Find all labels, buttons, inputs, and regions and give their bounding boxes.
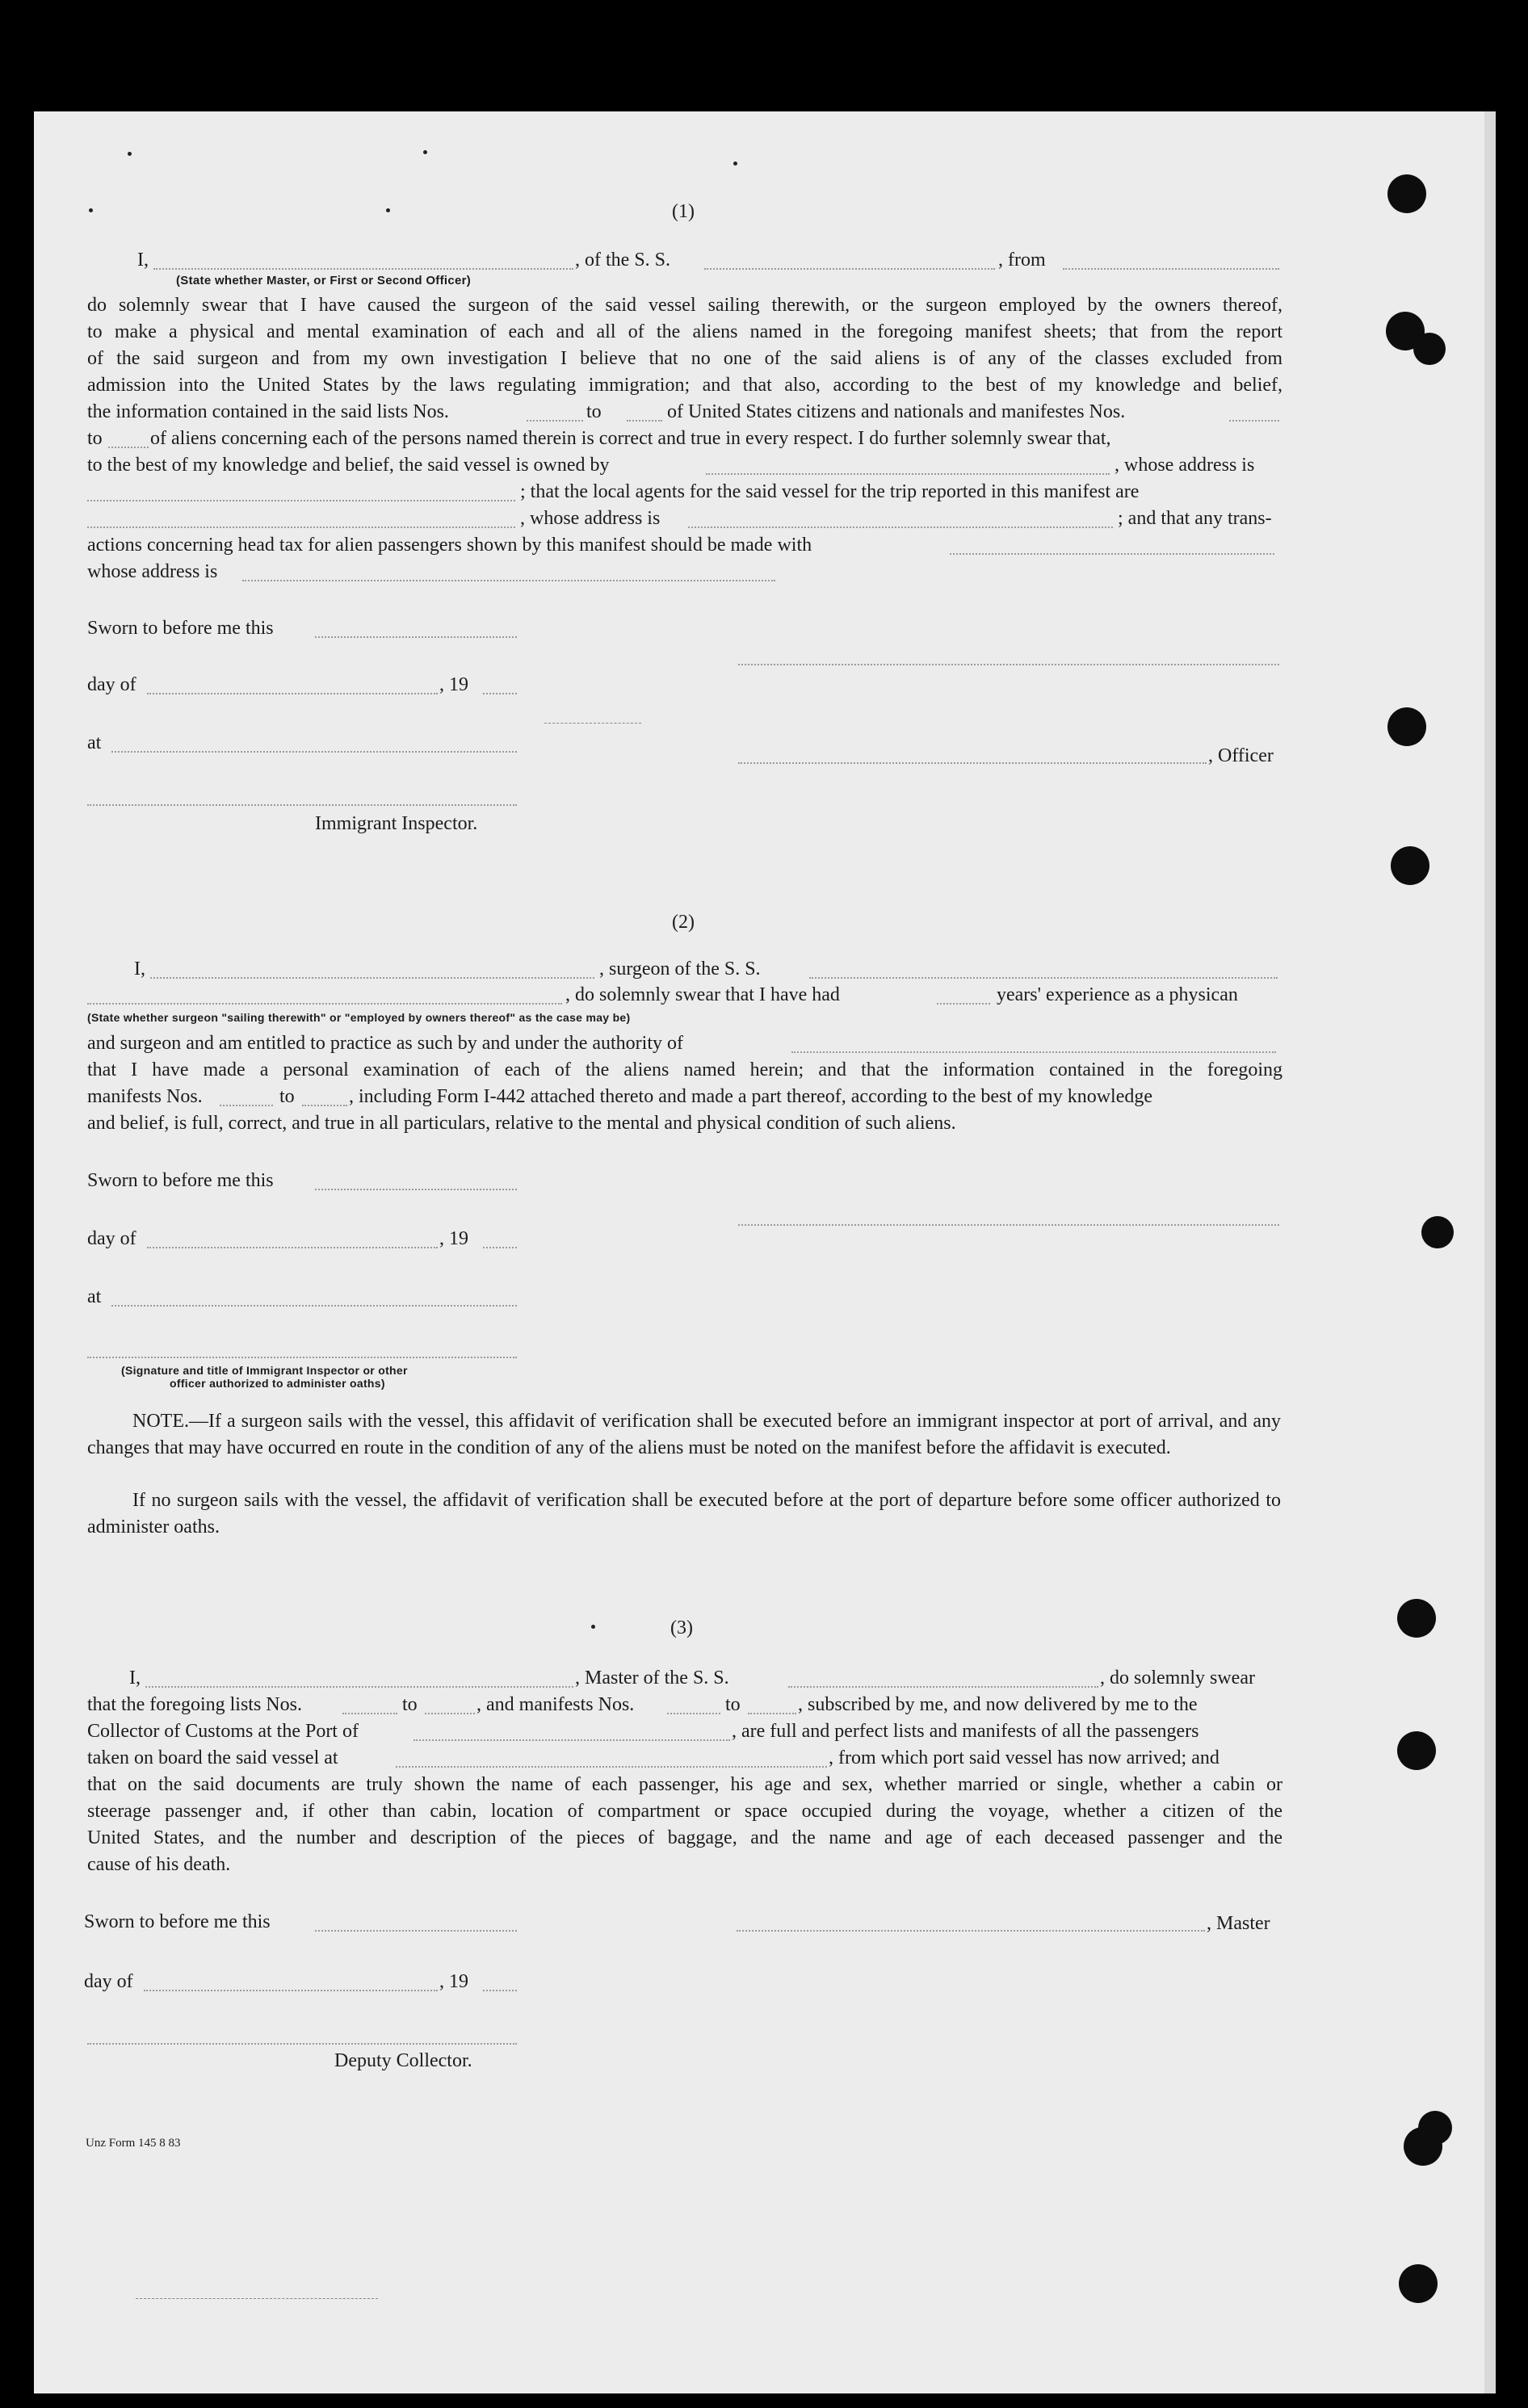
ink-speck: [89, 208, 93, 212]
vessel-name-field[interactable]: [704, 268, 995, 270]
text: I,: [134, 959, 145, 980]
paragraph-line: do solemnly swear that I have caused the surgeon of the said vessel sailing therewith, or the surgeon employed by the owners thereof,: [87, 295, 1282, 316]
sworn-field[interactable]: [315, 1189, 517, 1190]
text: Sworn to before me this: [84, 1911, 271, 1932]
text: Sworn to before me this: [87, 618, 274, 639]
text: day of: [87, 1228, 136, 1249]
sheet-edge: [1484, 111, 1496, 2393]
inspector-signature-field[interactable]: [87, 1357, 517, 1358]
signature-line[interactable]: [738, 664, 1279, 665]
text: , subscribed by me, and now delivered by me to the: [798, 1694, 1198, 1715]
text: at: [87, 1286, 102, 1307]
binder-hole: [1399, 2264, 1438, 2303]
text: , Officer: [1208, 745, 1274, 766]
text: , whose address is: [1115, 455, 1255, 476]
binder-hole: [1387, 174, 1426, 213]
text: , from which port said vessel has now arrived; and: [829, 1747, 1219, 1768]
port-field[interactable]: [413, 1739, 730, 1741]
vessel-name-field[interactable]: [788, 1686, 1098, 1688]
stray-mark: [544, 723, 641, 724]
text: , Master: [1207, 1913, 1270, 1934]
text: taken on board the said vessel at: [87, 1747, 338, 1768]
text: to: [586, 401, 602, 422]
text: to: [725, 1694, 741, 1715]
text: to: [402, 1694, 418, 1715]
manifest-no-field[interactable]: [1229, 420, 1279, 422]
ink-speck: [128, 152, 132, 156]
manifest-to-field[interactable]: [302, 1105, 347, 1106]
head-tax-contact-field[interactable]: [950, 553, 1274, 555]
vessel-name-field[interactable]: [809, 977, 1278, 979]
from-port-field[interactable]: [1063, 268, 1279, 270]
ink-speck: [733, 162, 737, 166]
sworn-field[interactable]: [315, 1930, 517, 1932]
text: that the foregoing lists Nos.: [87, 1694, 302, 1715]
note-paragraph: If no surgeon sails with the vessel, the affidavit of verification shall be executed before at the port of departure before some officer authorized to administer oaths.: [87, 1490, 1281, 1538]
text: whose address is: [87, 561, 218, 582]
text: of United States citizens and nationals and manifestes Nos.: [667, 401, 1126, 422]
binder-hole: [1421, 1216, 1454, 1248]
day-field[interactable]: [147, 1247, 438, 1248]
text: ; that the local agents for the said vessel for the trip reported in this manifest are: [520, 481, 1140, 502]
bottom-mark: [136, 2298, 378, 2299]
paragraph-line: admission into the United States by the laws regulating immigration; and that also, according to the best of my knowledge and belief,: [87, 375, 1282, 396]
inspector-signature-field[interactable]: [87, 804, 517, 806]
paragraph-line: that on the said documents are truly shown the name of each passenger, his age and sex, whether married or single, whether a cabin or: [87, 1774, 1282, 1795]
year-field[interactable]: [483, 1247, 517, 1248]
text: , 19: [439, 1971, 468, 1992]
text: and belief, is full, correct, and true in all particulars, relative to the mental and physical condition of such aliens.: [87, 1113, 956, 1134]
note-officer: (State whether Master, or First or Second Officer): [176, 274, 472, 287]
section-number: (2): [672, 912, 695, 933]
text: , 19: [439, 674, 468, 695]
text: to the best of my knowledge and belief, the said vessel is owned by: [87, 455, 610, 476]
text: , do solemnly swear: [1100, 1668, 1255, 1689]
owner-field[interactable]: [706, 473, 1110, 475]
ink-speck: [423, 150, 427, 154]
signature-line[interactable]: [738, 1224, 1279, 1226]
year-field[interactable]: [483, 693, 517, 694]
master-name-field[interactable]: [145, 1686, 573, 1688]
ink-speck: [386, 208, 390, 212]
text: , surgeon of the S. S.: [599, 959, 761, 980]
paragraph-line: to make a physical and mental examination of each and all of the aliens named in the foregoing manifest sheets; that from the report: [87, 321, 1282, 342]
section-number: (3): [670, 1617, 693, 1638]
list-no-field[interactable]: [425, 1713, 475, 1714]
list-no-field[interactable]: [342, 1713, 397, 1714]
text: , and manifests Nos.: [476, 1694, 635, 1715]
departure-port-field[interactable]: [396, 1766, 827, 1768]
agents-address-field[interactable]: [688, 526, 1113, 528]
text: ; and that any trans-: [1118, 508, 1272, 529]
head-tax-address-field[interactable]: [242, 580, 775, 581]
note-paragraph: NOTE.—If a surgeon sails with the vessel, this affidavit of verification shall be executed before an immigrant inspector at port of arrival, and any changes that may have occurred en route in the condition of any of the aliens must be noted on the manifest before the affidavit is executed.: [87, 1411, 1281, 1458]
list-no-field[interactable]: [527, 420, 583, 422]
day-field[interactable]: [147, 693, 438, 694]
day-field[interactable]: [144, 1990, 438, 1991]
text: , of the S. S.: [575, 250, 671, 271]
paragraph-line: United States, and the number and description of the pieces of baggage, and the name and age of each deceased passenger and the: [87, 1827, 1282, 1848]
text: , Master of the S. S.: [575, 1668, 729, 1689]
year-field[interactable]: [483, 1990, 517, 1991]
master-signature-field[interactable]: [737, 1930, 1205, 1932]
years-field[interactable]: [937, 1003, 990, 1005]
text: , including Form I-442 attached thereto and made a part thereof, according to the best of my knowledge: [349, 1086, 1153, 1107]
manifest-to-field[interactable]: [748, 1713, 796, 1714]
authority-field[interactable]: [791, 1051, 1276, 1053]
collector-signature-field[interactable]: [87, 2043, 517, 2045]
text: , 19: [439, 1228, 468, 1249]
paragraph-line: that I have made a personal examination of each of the aliens named herein; and that the information contained in the foregoing: [87, 1059, 1282, 1080]
list-no-field[interactable]: [627, 420, 662, 422]
text: , whose address is: [520, 508, 661, 529]
manifest-no-field[interactable]: [667, 1713, 720, 1714]
text: actions concerning head tax for alien passengers shown by this manifest should be made with: [87, 535, 812, 556]
signature-note: (Signature and title of Immigrant Inspector or other: [121, 1364, 408, 1377]
place-field[interactable]: [111, 751, 517, 753]
officer-signature-field[interactable]: [738, 762, 1207, 764]
text: years' experience as a physican: [997, 984, 1238, 1005]
text: to: [279, 1086, 295, 1107]
text: to: [87, 428, 103, 449]
inspector-title: Immigrant Inspector.: [315, 813, 478, 834]
binder-hole: [1397, 1731, 1436, 1770]
text: , are full and perfect lists and manifests of all the passengers: [732, 1721, 1199, 1742]
text: at: [87, 732, 102, 753]
note-surgeon: (State whether surgeon "sailing therewith" or "employed by owners thereof" as the case may be): [87, 1011, 631, 1024]
paragraph-line: of the said surgeon and from my own investigation I believe that no one of the said aliens is of any of the classes excluded from: [87, 348, 1282, 369]
binder-hole: [1397, 1599, 1436, 1638]
text: Sworn to before me this: [87, 1170, 274, 1191]
text: , do solemnly swear that I have had: [565, 984, 840, 1005]
surgeon-name-field[interactable]: [150, 977, 594, 979]
paragraph-line: steerage passenger and, if other than cabin, location of compartment or space occupied during the voyage, whether a citizen of the: [87, 1801, 1282, 1822]
binder-hole: [1418, 2111, 1452, 2145]
manifest-to-field[interactable]: [108, 447, 149, 448]
collector-title: Deputy Collector.: [334, 2050, 472, 2071]
binder-hole: [1387, 707, 1426, 746]
binder-hole: [1391, 846, 1429, 885]
ink-speck: [591, 1625, 595, 1629]
manifest-no-field[interactable]: [220, 1105, 273, 1106]
binder-hole: [1413, 333, 1446, 365]
text: day of: [84, 1971, 133, 1992]
place-field[interactable]: [111, 1305, 517, 1307]
agents-field[interactable]: [87, 526, 515, 528]
text: of aliens concerning each of the persons named therein is correct and true in every respect. I do further solemnly swear that,: [150, 428, 1111, 449]
text: the information contained in the said lists Nos.: [87, 401, 449, 422]
text: , from: [998, 250, 1046, 271]
text: day of: [87, 674, 136, 695]
paragraph-line: cause of his death.: [87, 1854, 231, 1875]
form-number: Unz Form 145 8 83: [86, 2137, 181, 2150]
text: manifests Nos.: [87, 1086, 203, 1107]
sworn-field[interactable]: [315, 636, 517, 638]
text: I,: [137, 250, 149, 271]
text: Collector of Customs at the Port of: [87, 1721, 359, 1742]
section-number: (1): [672, 201, 695, 222]
text: and surgeon and am entitled to practice as such by and under the authority of: [87, 1033, 683, 1054]
owner-address-field[interactable]: [87, 500, 515, 501]
signature-note: officer authorized to administer oaths): [170, 1377, 385, 1390]
text: I,: [129, 1668, 141, 1689]
